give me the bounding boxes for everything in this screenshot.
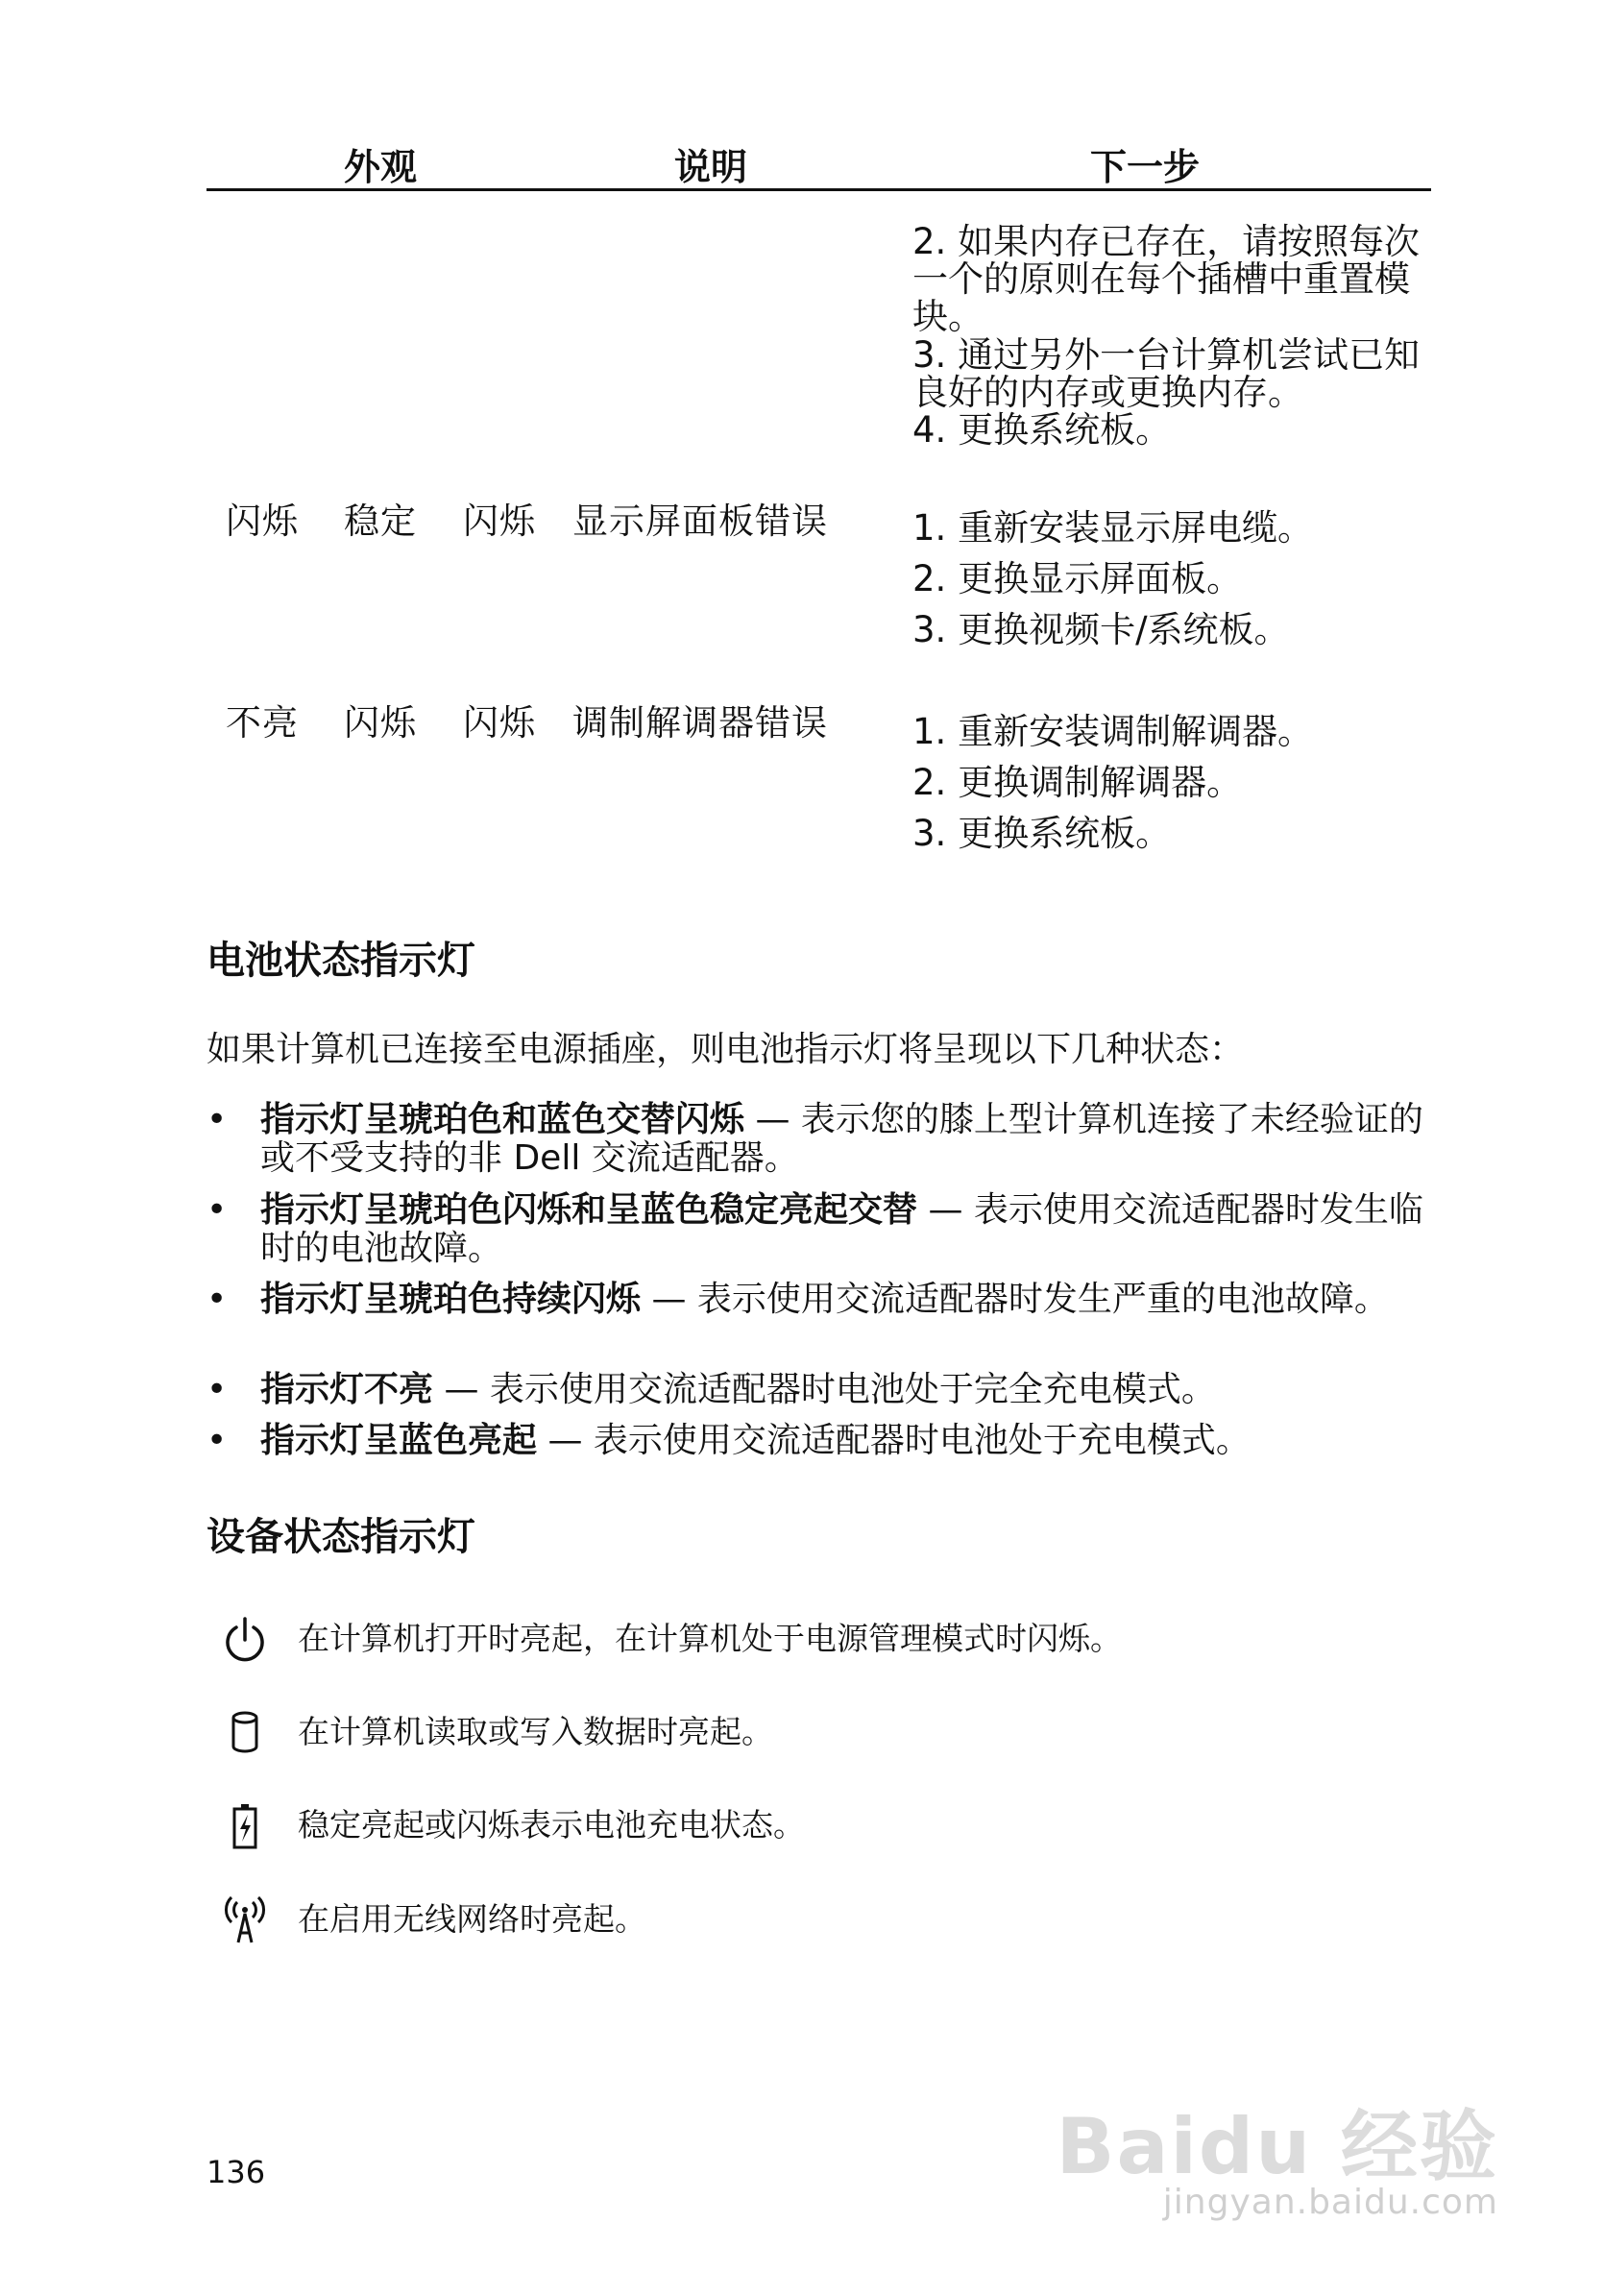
device-section-title: 设备状态指示灯 <box>207 1515 475 1559</box>
row2-step-2: 2. 更换调制解调器。 <box>912 762 1243 803</box>
wireless-icon <box>216 1893 274 1950</box>
row2-description: 调制解调器错误 <box>572 702 828 744</box>
battery-bullet-1-text: — 表示您的膝上型计算机连接了未经验证的或不受支持的非 Dell 交流适配器。 <box>260 1100 1423 1178</box>
device-drive-text: 在计算机读取或写入数据时亮起。 <box>298 1713 773 1750</box>
battery-bullet-2-text: — 表示使用交流适配器时发生临时的电池故障。 <box>260 1190 1423 1268</box>
row2-light-1: 不亮 <box>226 702 299 744</box>
bullet-dot: • <box>207 1280 228 1319</box>
battery-intro: 如果计算机已连接至电源插座，则电池指示灯将呈现以下几种状态： <box>207 1030 1245 1069</box>
device-power-text: 在计算机打开时亮起，在计算机处于电源管理模式时闪烁。 <box>298 1620 1122 1657</box>
battery-bullet-2 <box>207 1191 1431 1268</box>
continued-step-4: 4. 更换系统板。 <box>912 409 1172 451</box>
watermark-url: jingyan.baidu.com <box>1162 2183 1498 2222</box>
battery-bullet-1 <box>207 1101 1431 1178</box>
row1-step-1: 1. 重新安装显示屏电缆。 <box>912 507 1314 549</box>
battery-icon <box>216 1798 274 1856</box>
drive-icon <box>216 1704 274 1762</box>
bullet-dot: • <box>207 1421 228 1460</box>
battery-bullet-1-bold: 指示灯呈琥珀色和蓝色交替闪烁 <box>260 1100 745 1139</box>
device-wireless-text: 在启用无线网络时亮起。 <box>298 1900 646 1938</box>
battery-bullet-4-bold: 指示灯不亮 <box>260 1370 434 1409</box>
row1-light-1: 闪烁 <box>226 501 299 542</box>
battery-bullet-4-text: — 表示使用交流适配器时电池处于完全充电模式。 <box>433 1370 1216 1409</box>
power-icon <box>216 1611 274 1669</box>
row2-light-2: 闪烁 <box>344 702 417 744</box>
row2-step-1: 1. 重新安装调制解调器。 <box>912 711 1314 752</box>
table-header-rule <box>207 188 1431 191</box>
battery-bullet-5-text: — 表示使用交流适配器时电池处于充电模式。 <box>537 1421 1251 1460</box>
row1-step-2: 2. 更换显示屏面板。 <box>912 558 1243 599</box>
watermark-brand: Baidu 经验 <box>1056 2102 1498 2191</box>
row1-description: 显示屏面板错误 <box>572 501 828 542</box>
bullet-dot: • <box>207 1370 228 1409</box>
bullet-dot: • <box>207 1100 228 1139</box>
battery-bullet-4 <box>207 1371 1431 1409</box>
row2-light-3: 闪烁 <box>463 702 536 744</box>
device-battery-text: 稳定亮起或闪烁表示电池充电状态。 <box>298 1806 805 1844</box>
table-header-appearance: 外观 <box>344 146 418 188</box>
row1-light-2: 稳定 <box>344 501 417 542</box>
battery-bullet-5 <box>207 1422 1431 1460</box>
row2-step-3: 3. 更换系统板。 <box>912 813 1172 854</box>
battery-bullet-3-bold: 指示灯呈琥珀色持续闪烁 <box>260 1280 642 1319</box>
bullet-dot: • <box>207 1190 228 1230</box>
battery-bullet-3 <box>207 1281 1431 1319</box>
table-header-description: 说明 <box>674 146 748 188</box>
page-number: 136 <box>207 2154 266 2190</box>
battery-section-title: 电池状态指示灯 <box>207 939 475 983</box>
continued-step-3: 3. 通过另外一台计算机尝试已知良好的内存或更换内存。 <box>912 334 1421 413</box>
table-header-next-step: 下一步 <box>1090 146 1201 188</box>
battery-bullet-2-bold: 指示灯呈琥珀色闪烁和呈蓝色稳定亮起交替 <box>260 1190 918 1230</box>
battery-bullet-5-bold: 指示灯呈蓝色亮起 <box>260 1421 538 1460</box>
battery-bullet-3-text: — 表示使用交流适配器时发生严重的电池故障。 <box>641 1280 1389 1319</box>
row1-step-3: 3. 更换视频卡/系统板。 <box>912 609 1290 650</box>
row1-light-3: 闪烁 <box>463 501 536 542</box>
continued-step-2: 2. 如果内存已存在，请按照每次一个的原则在每个插槽中重置模块。 <box>912 221 1421 337</box>
